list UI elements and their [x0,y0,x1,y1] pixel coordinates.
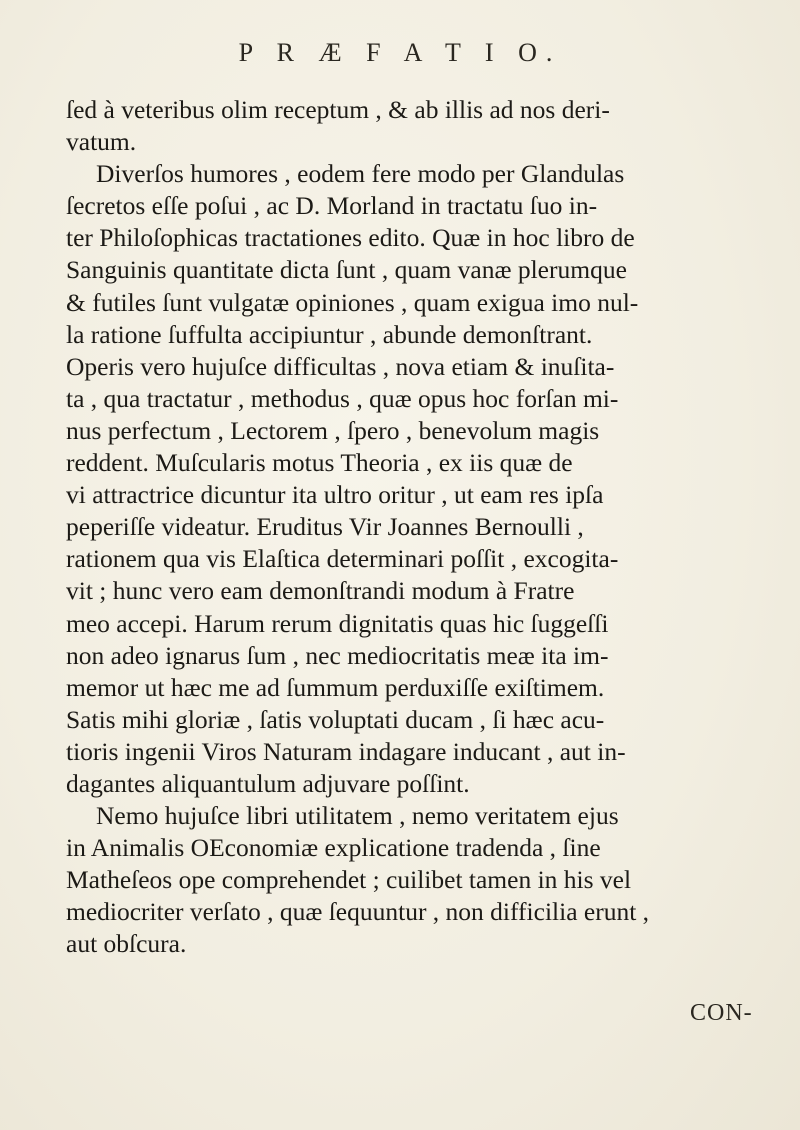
text-line: meo accepi. Harum rerum dignitatis quas hic ſuggeſſi [66,608,609,638]
text-line: aut obſcura. [66,929,187,959]
text-line: non adeo ignarus ſum , nec mediocritatis meæ ita im- [66,640,609,670]
text-line: ſed à veteribus olim receptum , & ab illis ad nos deri- [66,95,610,124]
text-line: nus perfectum , Lectorem , ſpero , benevolum magis [66,415,600,445]
text-line: ter Philoſophicas tractationes edito. Quæ in hoc libro de [66,223,635,253]
text-line: Operis vero hujuſce difficultas , nova etiam & inuſita- [66,351,615,381]
text-line: la ratione ſuffulta accipiuntur , abunde demonſtrant. [66,319,593,349]
preface-text [66,94,766,961]
catchword: CON- [690,1000,753,1026]
running-head: P R Æ F A T I O. [238,38,562,67]
text-line: Sanguinis quantitate dicta ſunt , quam vanæ plerumque [66,255,627,285]
text-line: memor ut hæc me ad ſummum perduxiſſe exiſtimem. [66,672,605,702]
text-line: vit ; hunc vero eam demonſtrandi modum à Fratre [66,576,575,606]
text-line: vatum. [66,127,137,157]
text-line: & futiles ſunt vulgatæ opiniones , quam exigua imo nul- [66,287,639,317]
text-line: ta , qua tractatur , methodus , quæ opus hoc forſan mi- [66,383,619,413]
text-line: reddent. Muſcularis motus Theoria , ex iis quæ de [66,448,573,478]
text-line: ſecretos eſſe poſui , ac D. Morland in tractatu ſuo in- [66,191,598,221]
text-line: Diverſos humores , eodem fere modo per Glandulas [96,159,625,189]
text-line: rationem qua vis Elaſtica determinari poſſit , excogita- [66,544,619,574]
text-line: Matheſeos ope comprehendet ; cuilibet tamen in his vel [66,865,632,895]
text-line: Satis mihi gloriæ , ſatis voluptati ducam , ſi hæc acu- [66,704,605,734]
text-line: Nemo hujuſce libri utilitatem , nemo veritatem ejus [96,801,619,831]
text-line: dagantes aliquantulum adjuvare poſſint. [66,768,470,798]
text-line: vi attractrice dicuntur ita ultro oritur , ut eam res ipſa [66,480,604,510]
text-line: mediocriter verſato , quæ ſequuntur , non difficilia erunt , [66,897,650,927]
text-line: in Animalis OEconomiæ explicatione tradenda , ſine [66,833,601,863]
text-line: tioris ingenii Viros Naturam indagare inducant , aut in- [66,736,626,766]
text-line: peperiſſe videatur. Eruditus Vir Joannes Bernoulli , [66,512,584,542]
